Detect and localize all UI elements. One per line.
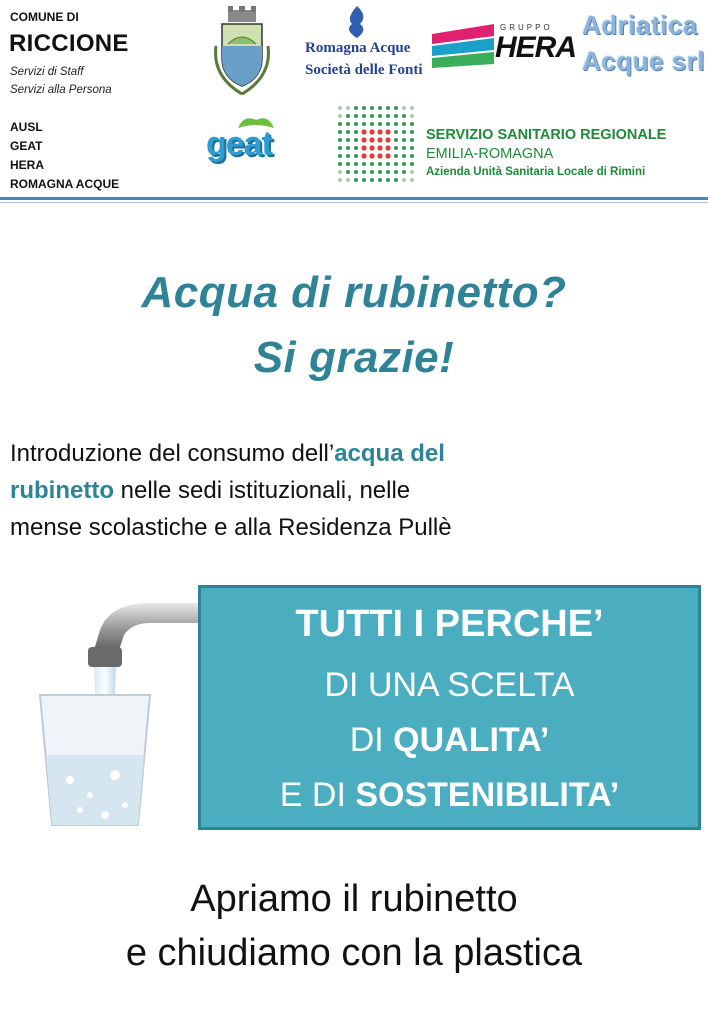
slogan-line2: e chiudiamo con la plastica — [125, 932, 583, 974]
intro-text — [10, 435, 610, 546]
geat-wordmark: geat — [206, 125, 272, 163]
box-line2: DI UNA SCELTA — [324, 666, 575, 704]
romagna-acque-subtitle: Società delle Fonti — [305, 62, 423, 78]
intro-highlight1: acqua del — [334, 440, 445, 467]
header-divider — [0, 197, 708, 200]
box-line4-bold: SOSTENIBILITA’ — [355, 776, 620, 814]
adriatica-subtitle: Acque srl — [582, 46, 705, 76]
comune-label: COMUNE DI — [10, 10, 79, 24]
header-divider-thin — [0, 202, 708, 203]
intro-part1: Introduzione del consumo dell’ — [10, 440, 335, 467]
intro-line3: mense scolastiche e alla Residenza Pullè — [10, 514, 452, 541]
slogan-line1: Apriamo il rubinetto — [190, 878, 518, 920]
city-name: RICCIONE — [9, 30, 129, 57]
ssr-azienda: Azienda Unità Sanitaria Locale di Rimini — [426, 166, 646, 178]
partner-hera: HERA — [10, 158, 45, 172]
main-title: Acqua di rubinetto? — [141, 268, 567, 317]
box-line3 — [201, 721, 698, 760]
reasons-box — [198, 585, 701, 830]
partner-romagna-acque: ROMAGNA ACQUE — [10, 177, 120, 191]
main-subtitle: Si grazie! — [253, 333, 455, 382]
box-line3-bold: QUALITA’ — [393, 721, 550, 759]
faucet-glass-icon — [0, 585, 200, 835]
box-line4 — [201, 776, 698, 815]
service-persona: Servizi alla Persona — [10, 84, 112, 96]
hera-wordmark: HERA — [495, 31, 577, 64]
intro-highlight2: rubinetto — [10, 477, 114, 504]
adriatica-name: Adriatica — [582, 10, 698, 40]
hera-logo-icon — [430, 22, 496, 70]
box-line4-pre: E DI — [279, 776, 356, 814]
partner-ausl: AUSL — [10, 120, 43, 134]
box-line3-pre: DI — [349, 721, 394, 759]
coat-of-arms-icon — [212, 6, 272, 98]
box-heading: TUTTI I PERCHE’ — [295, 603, 604, 645]
ssr-dots-icon — [336, 104, 416, 184]
ssr-title: SERVIZIO SANITARIO REGIONALE — [426, 127, 667, 143]
intro-part2: nelle sedi istituzionali, nelle — [113, 477, 411, 504]
romagna-acque-drop-icon — [342, 4, 372, 40]
hera-group-label: GRUPPO — [500, 23, 553, 32]
partner-geat: GEAT — [10, 139, 43, 153]
service-staff: Servizi di Staff — [10, 66, 84, 78]
romagna-acque-name: Romagna Acque — [305, 40, 411, 56]
ssr-region: EMILIA-ROMAGNA — [426, 146, 554, 162]
water-glass-photo — [0, 585, 200, 835]
